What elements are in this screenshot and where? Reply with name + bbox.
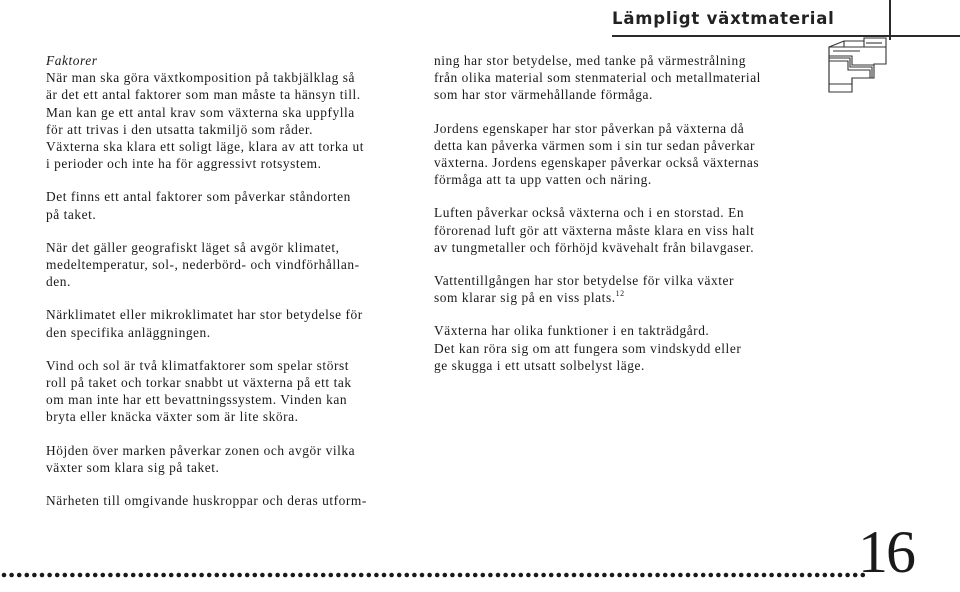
section-title: Lämpligt växtmaterial xyxy=(612,9,835,28)
right-paragraph-3: Luften påverkar också växterna och i en storstad. En förorenad luft gör att växterna måste klara en viss halt av tungmetaller och förhöjd kvävehalt från bilavgaser. xyxy=(434,205,755,255)
dotted-footer-rule xyxy=(0,569,880,581)
right-text-column xyxy=(434,52,814,390)
left-paragraph-1-text: När man ska göra växtkomposition på takbjälklag så är det ett antal faktorer som man måste ta hänsyn till. Man kan ge ett antal krav som växterna ska uppfylla för att trivas i den utsatta takmiljö som råder. Växterna ska klara ett soligt läge, klara av att torka ut i perioder och inte ha för aggressivt rotsystem. xyxy=(46,70,365,172)
right-paragraph-4 xyxy=(434,272,814,306)
stepped-roof-logo-icon xyxy=(826,34,888,96)
left-paragraph-7: Närheten till omgivande huskroppar och deras utform- xyxy=(46,493,367,509)
faktorer-heading: Faktorer xyxy=(46,53,98,68)
right-paragraph-5: Växterna har olika funktioner i en takträdgård. Det kan röra sig om att fungera som vindskydd eller ge skugga i ett utsatt solbelyst läge. xyxy=(434,323,742,373)
right-paragraph-1: ning har stor betydelse, med tanke på värmestrålning från olika material som stenmaterial och metallmaterial som har stor värmehållande förmåga. xyxy=(434,53,761,103)
left-paragraph-5: Vind och sol är två klimatfaktorer som spelar störst roll på taket och torkar snabbt ut växterna på ett tak om man inte har ett bevattningssystem. Vinden kan bryta eller knäcka växter som är lite sköra. xyxy=(46,357,352,425)
right-paragraph-4-text: Vattentillgången har stor betydelse för vilka växter som klarar sig på en viss plats. xyxy=(434,273,735,306)
footnote-marker: 12 xyxy=(615,289,625,299)
header-vertical-rule xyxy=(889,0,891,40)
left-paragraph-4: Närklimatet eller mikroklimatet har stor betydelse för den specifika anläggningen. xyxy=(46,307,363,340)
page-number: 16 xyxy=(858,519,914,585)
left-paragraph-1 xyxy=(46,52,418,172)
right-paragraph-2: Jordens egenskaper har stor påverkan på växterna då detta kan påverka värmen som i sin tur sedan påverkar växterna. Jordens egenskaper påverkar också växternas förmåga att ta upp vatten och näring. xyxy=(434,120,760,188)
header-horizontal-rule xyxy=(612,35,960,37)
left-paragraph-2: Det finns ett antal faktorer som påverkar ståndorten på taket. xyxy=(46,189,351,222)
left-paragraph-3: När det gäller geografiskt läget så avgör klimatet, medeltemperatur, sol-, nederbörd- och vindförhållan- den. xyxy=(46,239,360,290)
left-paragraph-6: Höjden över marken påverkar zonen och avgör vilka växter som klara sig på taket. xyxy=(46,442,356,475)
left-text-column xyxy=(46,52,418,525)
